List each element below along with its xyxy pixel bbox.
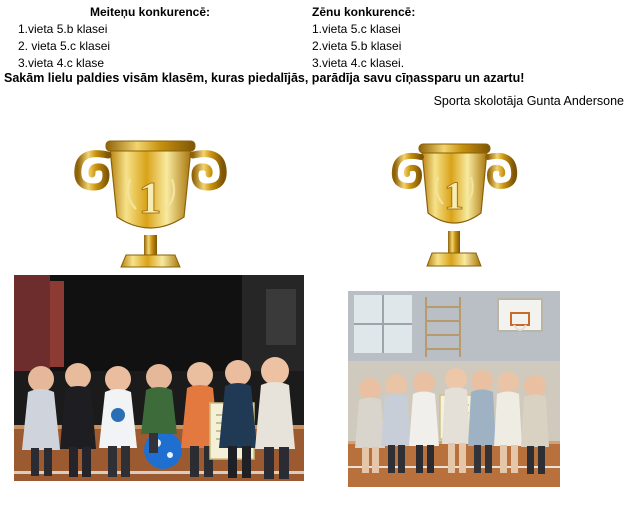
gold-trophy-icon <box>348 113 560 291</box>
gold-trophy-icon <box>14 113 287 275</box>
list-item: 2. vieta 5.c klasei <box>18 39 111 53</box>
backboard <box>498 299 542 331</box>
thanks-paragraph: Sakām lielu paldies visām klasēm, kuras piedalījās, parādīja savu cīņassparu un azartu! <box>4 71 525 85</box>
girls-team-photo <box>348 291 560 498</box>
signature-line: Sporta skolotāja Gunta Andersone <box>433 94 624 108</box>
trophy-image-right <box>348 113 560 291</box>
group-photo-boys <box>14 275 304 494</box>
list-item: 1.vieta 5.b klasei <box>18 22 108 36</box>
trophy-image-left <box>14 113 287 275</box>
list-item: 3.vieta 4.c klasei. <box>312 56 405 70</box>
girls-results-column <box>8 4 308 72</box>
boys-team-photo <box>14 275 304 494</box>
girls-results-title: Meiteņu konkurencē: <box>90 5 211 19</box>
girls-places-list <box>8 21 308 72</box>
boys-places-list <box>312 21 612 72</box>
group-photo-girls <box>348 291 560 498</box>
svg-text:1: 1 <box>444 173 464 218</box>
boys-results-column <box>312 4 612 72</box>
boys-results-title: Zēnu konkurencē: <box>312 5 416 19</box>
list-item: 2.vieta 5.b klasei <box>312 39 402 53</box>
svg-text:1: 1 <box>138 172 162 223</box>
list-item: 1.vieta 5.c klasei <box>312 22 401 36</box>
list-item: 3.vieta 4.c klase <box>18 56 105 70</box>
